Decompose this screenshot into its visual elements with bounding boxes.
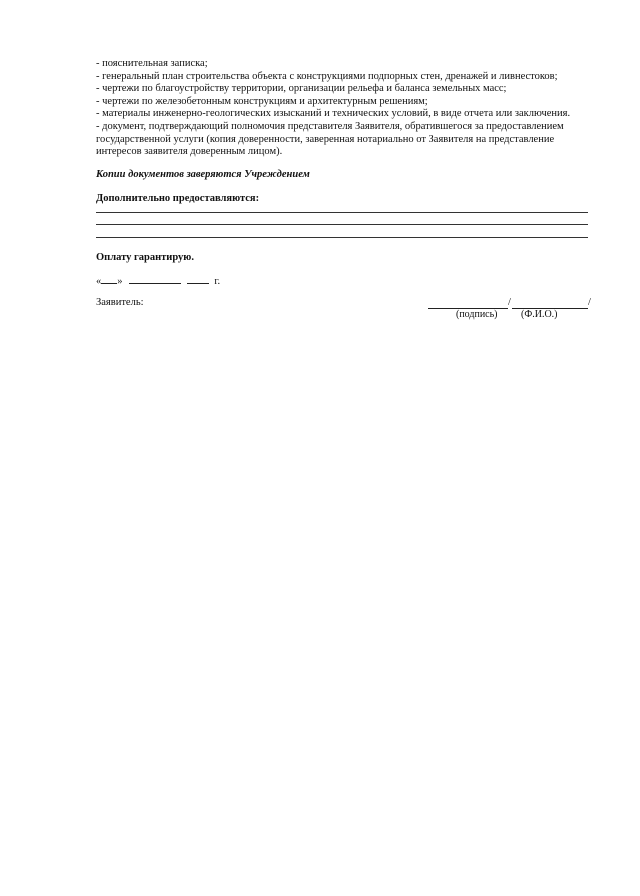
fill-line (96, 224, 588, 225)
month-blank (129, 274, 181, 284)
fill-line (96, 237, 588, 238)
date-open-quote: « (96, 276, 102, 287)
name-slash: / (588, 297, 591, 308)
name-caption: (Ф.И.О.) (521, 309, 558, 320)
payment-guarantee: Оплату гарантирую. (96, 252, 194, 263)
document-list (96, 58, 586, 159)
list-item: - пояснительная записка; (96, 58, 208, 69)
list-item-continuation: интересов заявителя доверенным лицом). (96, 146, 283, 158)
list-item: - документ, подтверждающий полномочия представителя Заявителя, обратившегося за предоставлением (96, 120, 564, 132)
list-item: - материалы инженерно-геологических изысканий и технических условий, в виде отчета или заключения. (96, 108, 571, 120)
fill-line (96, 212, 588, 213)
year-blank (187, 274, 209, 284)
year-suffix: г. (214, 276, 221, 287)
date-close-quote: » (117, 276, 123, 287)
applicant-label: Заявитель: (96, 297, 144, 308)
additional-label: Дополнительно предоставляются: (96, 193, 260, 204)
list-item: - чертежи по железобетонным конструкциям и архитектурным решениям; (96, 95, 428, 107)
day-blank (101, 274, 117, 284)
signature-slash: / (508, 297, 511, 308)
list-item: - чертежи по благоустройству территории, организации рельефа и баланса земельных масс; (96, 83, 507, 95)
certified-note: Копии документов заверяются Учреждением (96, 169, 310, 180)
signature-caption: (подпись) (456, 309, 498, 320)
date-field (96, 274, 220, 289)
list-item-continuation: государственной услуги (копия доверенности, заверенная нотариально от Заявителя на представление (96, 133, 555, 145)
list-item: - генеральный план строительства объекта с конструкциями подпорных стен, дренажей и ливнестоков; (96, 70, 558, 82)
